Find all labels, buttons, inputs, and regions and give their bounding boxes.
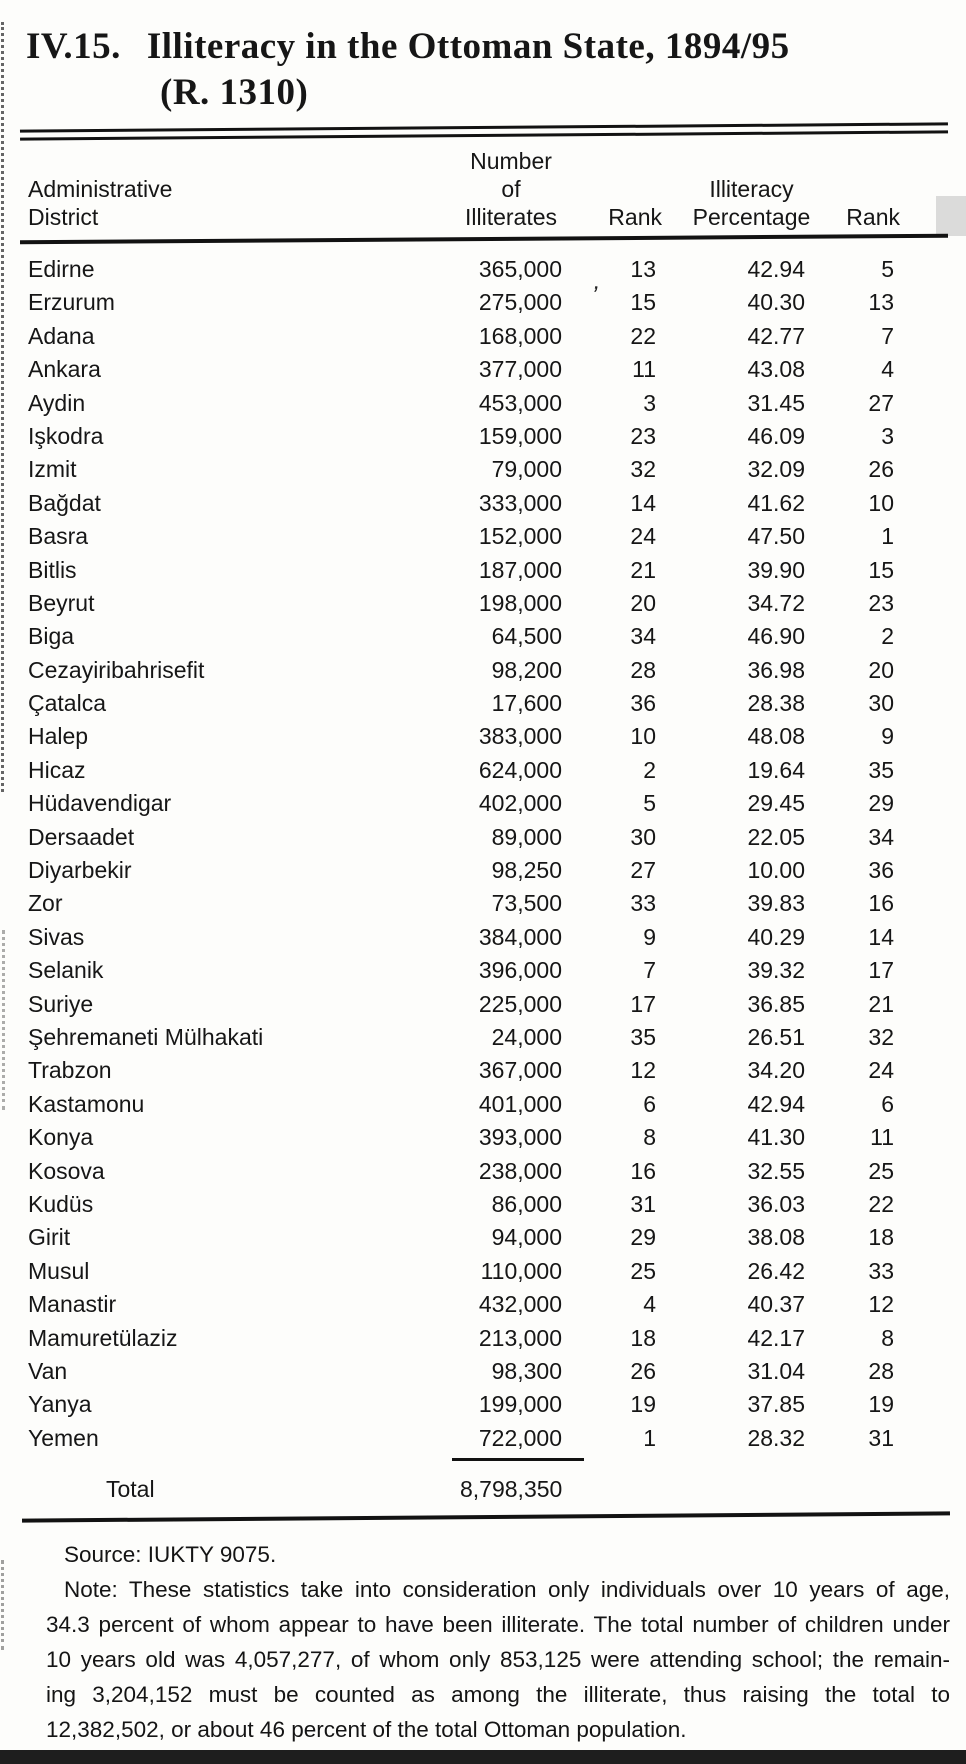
- percentage-cell: 38.08: [747, 1224, 805, 1251]
- table-row: [0, 921, 966, 954]
- illiterates-cell: 225,000: [478, 990, 562, 1017]
- district-cell: Yemen: [28, 1424, 99, 1451]
- percentage-cell: 34.72: [747, 589, 805, 616]
- illiterates-cell: 98,250: [491, 857, 562, 884]
- percentage-cell: 40.29: [747, 923, 805, 950]
- district-cell: Manastir: [28, 1291, 117, 1318]
- percentage-cell: 41.30: [747, 1124, 805, 1151]
- percentage-cell: 26.42: [747, 1257, 805, 1284]
- rank-cell: 7: [643, 957, 656, 984]
- rank-cell: 17: [868, 957, 894, 984]
- note-line: 10 years old was 4,057,277, of whom only 853,125 were attending school; the remain-: [46, 1647, 950, 1673]
- rank-cell: 1: [643, 1424, 656, 1451]
- percentage-cell: 48.08: [747, 723, 805, 750]
- illiterates-cell: 168,000: [478, 322, 562, 349]
- table-row: [0, 554, 966, 587]
- percentage-cell: 19.64: [747, 756, 805, 783]
- rank-cell: 33: [868, 1257, 894, 1284]
- district-cell: Edirne: [28, 256, 95, 282]
- district-cell: Girit: [28, 1224, 71, 1251]
- table-title-line2: (R. 1310): [160, 72, 309, 113]
- rank-cell: 22: [630, 322, 656, 349]
- illiterates-cell: 384,000: [478, 923, 562, 950]
- rank-cell: 10: [630, 723, 656, 750]
- percentage-cell: 43.08: [747, 356, 805, 383]
- district-cell: Erzurum: [28, 289, 115, 316]
- percentage-cell: 41.62: [747, 489, 805, 516]
- table-row: [0, 487, 966, 520]
- rank-cell: 20: [868, 656, 894, 683]
- illiterates-cell: 377,000: [478, 356, 562, 383]
- district-cell: Kosova: [28, 1157, 105, 1184]
- table-row: [0, 821, 966, 854]
- table-row: [0, 754, 966, 787]
- table-row: [0, 1221, 966, 1254]
- rank-cell: 27: [630, 857, 656, 884]
- district-cell: Zor: [28, 890, 63, 917]
- rank-cell: 28: [630, 656, 656, 683]
- total-overline-rule: [452, 1458, 584, 1461]
- rank-cell: 6: [881, 1090, 894, 1117]
- header-divider-rule: [20, 234, 948, 244]
- table-row: [0, 988, 966, 1021]
- rank-cell: 31: [868, 1424, 894, 1451]
- table-row: [0, 720, 966, 753]
- illiterates-cell: 98,200: [491, 656, 562, 683]
- table-row: [0, 420, 966, 453]
- illiterates-cell: 402,000: [478, 790, 562, 817]
- illiterates-cell: 24,000: [491, 1023, 562, 1050]
- district-cell: Işkodra: [28, 422, 104, 449]
- rank-cell: 19: [868, 1391, 894, 1418]
- percentage-cell: 40.30: [747, 289, 805, 316]
- percentage-cell: 39.90: [747, 556, 805, 583]
- rank-cell: 35: [630, 1023, 656, 1050]
- district-cell: Ankara: [28, 356, 101, 383]
- rank-cell: 35: [868, 756, 894, 783]
- district-cell: Van: [28, 1357, 68, 1384]
- percentage-cell: 42.94: [747, 256, 805, 282]
- illiterates-cell: 396,000: [478, 957, 562, 984]
- rank-cell: 13: [868, 289, 894, 316]
- percentage-cell: 26.51: [747, 1023, 805, 1050]
- scan-artifact-left-edge: [2, 930, 5, 1110]
- district-cell: Basra: [28, 523, 89, 550]
- rank-cell: 1: [881, 523, 894, 550]
- percentage-cell: 10.00: [747, 857, 805, 884]
- rank-cell: 3: [881, 422, 894, 449]
- percentage-cell: 28.38: [747, 690, 805, 717]
- rank-cell: 12: [868, 1291, 894, 1318]
- rank-cell: 34: [630, 623, 656, 650]
- column-header-illiterates: Number of Illiterates: [464, 148, 558, 230]
- table-row: [0, 587, 966, 620]
- rank-cell: 18: [868, 1224, 894, 1251]
- district-cell: Şehremaneti Mülhakati: [28, 1023, 264, 1050]
- district-cell: Konya: [28, 1124, 94, 1151]
- district-cell: Selanik: [28, 957, 104, 984]
- illiterates-cell: 110,000: [480, 1257, 562, 1284]
- rank-cell: 19: [630, 1391, 656, 1418]
- rank-cell: 32: [868, 1023, 894, 1050]
- rank-cell: 23: [630, 422, 656, 449]
- table-body: [0, 253, 966, 1455]
- table-header-row: [0, 147, 966, 231]
- column-header-rank1: Rank: [608, 204, 662, 230]
- percentage-cell: 32.55: [747, 1157, 805, 1184]
- table-row: [0, 1388, 966, 1421]
- rank-cell: 11: [870, 1124, 894, 1151]
- rank-cell: 32: [630, 456, 656, 483]
- illiterates-cell: 73,500: [491, 890, 562, 917]
- table-row: [0, 787, 966, 820]
- percentage-cell: 22.05: [747, 823, 805, 850]
- rank-cell: 15: [868, 556, 894, 583]
- note-line: ing 3,204,152 must be counted as among the illiterate, thus raising the total to: [46, 1682, 950, 1708]
- scan-black-bar: [0, 1750, 966, 1764]
- percentage-cell: 40.37: [747, 1291, 805, 1318]
- rank-cell: 26: [868, 456, 894, 483]
- total-row: [0, 1469, 966, 1509]
- percentage-cell: 29.45: [747, 790, 805, 817]
- table-title-line1: [26, 24, 946, 70]
- column-header-district: Administrative District: [28, 176, 173, 230]
- percentage-cell: 46.90: [747, 623, 805, 650]
- percentage-cell: 32.09: [747, 456, 805, 483]
- rank-cell: 23: [868, 589, 894, 616]
- rank-cell: 29: [868, 790, 894, 817]
- table-title-block: [0, 0, 966, 116]
- table-row: [0, 620, 966, 653]
- table-row: [0, 1088, 966, 1121]
- scan-artifact-stray-mark: ,: [591, 267, 604, 296]
- table-row: [0, 320, 966, 353]
- table-row: [0, 1355, 966, 1388]
- rank-cell: 7: [881, 322, 894, 349]
- rank-cell: 16: [868, 890, 894, 917]
- illiterates-cell: 199,000: [478, 1391, 562, 1418]
- district-cell: Biga: [28, 623, 75, 650]
- rank-cell: 6: [643, 1090, 656, 1117]
- district-cell: Bitlis: [28, 556, 77, 583]
- illiterates-cell: 98,300: [491, 1357, 562, 1384]
- district-cell: Çatalca: [28, 690, 106, 717]
- district-cell: Bağdat: [28, 489, 101, 516]
- illiterates-cell: 432,000: [478, 1291, 562, 1318]
- rank-cell: 12: [630, 1057, 656, 1084]
- district-cell: Izmit: [28, 456, 77, 483]
- illiterates-cell: 64,500: [491, 623, 562, 650]
- table-row: [0, 1288, 966, 1321]
- illiterates-cell: 365,000: [478, 256, 562, 282]
- illiterates-cell: 238,000: [478, 1157, 562, 1184]
- district-cell: Cezayiribahrisefit: [28, 656, 205, 683]
- rank-cell: 31: [630, 1190, 656, 1217]
- rank-cell: 30: [630, 823, 656, 850]
- rank-cell: 30: [868, 690, 894, 717]
- percentage-cell: 36.98: [747, 656, 805, 683]
- rank-cell: 24: [630, 523, 656, 550]
- district-cell: Hüdavendigar: [28, 790, 172, 817]
- percentage-cell: 39.83: [747, 890, 805, 917]
- district-cell: Yanya: [28, 1391, 92, 1418]
- rank-cell: 18: [630, 1324, 656, 1351]
- rank-cell: 2: [881, 623, 894, 650]
- table-row: [0, 286, 966, 319]
- district-cell: Suriye: [28, 990, 94, 1017]
- rank-cell: 15: [630, 289, 656, 316]
- rank-cell: 14: [868, 923, 894, 950]
- percentage-cell: 42.94: [747, 1090, 805, 1117]
- rank-cell: 20: [630, 589, 656, 616]
- table-row: [0, 654, 966, 687]
- percentage-cell: 42.77: [747, 322, 805, 349]
- note-line: 34.3 percent of whom appear to have been illiterate. The total number of children under: [46, 1612, 950, 1638]
- illiterates-cell: 187,000: [478, 556, 562, 583]
- column-header-rank2: Rank: [846, 204, 900, 230]
- source-note: Source: IUKTY 9075.: [64, 1542, 277, 1568]
- rank-cell: 10: [868, 489, 894, 516]
- rank-cell: 27: [868, 389, 894, 416]
- percentage-cell: 37.85: [747, 1391, 805, 1418]
- table-row: [0, 1021, 966, 1054]
- scan-artifact-left-edge: [1, 1560, 4, 1650]
- district-cell: Kudüs: [28, 1190, 94, 1217]
- rank-cell: 25: [868, 1157, 894, 1184]
- rank-cell: 24: [868, 1057, 894, 1084]
- total-label: Total: [106, 1476, 155, 1503]
- rank-cell: 11: [632, 356, 656, 383]
- table-row: [0, 1322, 966, 1355]
- footer-block: [0, 1537, 966, 1747]
- illiterates-cell: 79,000: [491, 456, 562, 483]
- illiterates-cell: 453,000: [478, 389, 562, 416]
- table-row: [0, 353, 966, 386]
- rank-cell: 2: [643, 756, 656, 783]
- scan-smudge: [936, 196, 966, 236]
- illiterates-cell: 89,000: [491, 823, 562, 850]
- table-row: [0, 520, 966, 553]
- illiterates-cell: 94,000: [491, 1224, 562, 1251]
- district-cell: Adana: [28, 322, 95, 349]
- table-row: [0, 1255, 966, 1288]
- illiterates-cell: 198,000: [478, 589, 562, 616]
- table-row: [0, 954, 966, 987]
- note-line: Note: These statistics take into consideration only individuals over 10 years of age,: [64, 1577, 950, 1603]
- rank-cell: 28: [868, 1357, 894, 1384]
- district-cell: Kastamonu: [28, 1090, 145, 1117]
- illiterates-cell: 213,000: [478, 1324, 562, 1351]
- rank-cell: 5: [643, 790, 656, 817]
- percentage-cell: 39.32: [747, 957, 805, 984]
- total-value: 8,798,350: [460, 1476, 563, 1503]
- district-cell: Hicaz: [28, 756, 86, 783]
- illiterates-cell: 152,000: [478, 523, 562, 550]
- illiterates-cell: 333,000: [478, 489, 562, 516]
- illiterates-cell: 624,000: [478, 756, 562, 783]
- rank-cell: 16: [630, 1157, 656, 1184]
- table-bottom-rule: [22, 1511, 950, 1522]
- note-line: 12,382,502, or about 46 percent of the total Ottoman population.: [46, 1717, 687, 1743]
- table-row: [0, 387, 966, 420]
- district-cell: Diyarbekir: [28, 857, 132, 884]
- rank-cell: 36: [630, 690, 656, 717]
- rank-cell: 34: [868, 823, 894, 850]
- table-number: IV.15.: [26, 26, 121, 67]
- rank-cell: 9: [881, 723, 894, 750]
- district-cell: Mamuretülaziz: [28, 1324, 178, 1351]
- rank-cell: 5: [881, 256, 894, 282]
- rank-cell: 4: [881, 356, 894, 383]
- rank-cell: 33: [630, 890, 656, 917]
- district-cell: Trabzon: [28, 1057, 112, 1084]
- illiterates-cell: 367,000: [478, 1057, 562, 1084]
- illiterates-cell: 17,600: [491, 690, 562, 717]
- illiterates-cell: 401,000: [478, 1090, 562, 1117]
- illiterates-cell: 86,000: [491, 1190, 562, 1217]
- percentage-cell: 36.85: [747, 990, 805, 1017]
- rank-cell: 26: [630, 1357, 656, 1384]
- rank-cell: 22: [868, 1190, 894, 1217]
- table-row: [0, 687, 966, 720]
- table-row: [0, 1054, 966, 1087]
- table-row: [0, 1121, 966, 1154]
- table-row: [0, 1155, 966, 1188]
- rank-cell: 36: [868, 857, 894, 884]
- illiterates-cell: 159,000: [478, 422, 562, 449]
- district-cell: Halep: [28, 723, 89, 750]
- rank-cell: 25: [630, 1257, 656, 1284]
- percentage-cell: 47.50: [747, 523, 805, 550]
- rank-cell: 29: [630, 1224, 656, 1251]
- rank-cell: 9: [643, 923, 656, 950]
- illiterates-cell: 275,000: [478, 289, 562, 316]
- note-paragraph: [0, 1572, 966, 1747]
- district-cell: Aydin: [28, 389, 86, 416]
- scan-artifact-left-edge: [1, 22, 4, 792]
- percentage-cell: 34.20: [747, 1057, 805, 1084]
- district-cell: Beyrut: [28, 589, 95, 616]
- table-row: [0, 1188, 966, 1221]
- rank-cell: 4: [643, 1291, 656, 1318]
- table-row: [0, 854, 966, 887]
- percentage-cell: 28.32: [747, 1424, 805, 1451]
- percentage-cell: 36.03: [747, 1190, 805, 1217]
- column-header-percentage: Illiteracy Percentage: [692, 176, 811, 230]
- rank-cell: 14: [630, 489, 656, 516]
- percentage-cell: 46.09: [747, 422, 805, 449]
- rank-cell: 8: [881, 1324, 894, 1351]
- illiterates-cell: 383,000: [478, 723, 562, 750]
- rank-cell: 17: [630, 990, 656, 1017]
- page-title: Illiteracy in the Ottoman State, 1894/95: [146, 26, 790, 67]
- district-cell: Dersaadet: [28, 823, 135, 850]
- rank-cell: 13: [630, 256, 656, 282]
- illiterates-cell: 722,000: [478, 1424, 562, 1451]
- rank-cell: 8: [643, 1124, 656, 1151]
- percentage-cell: 31.04: [747, 1357, 805, 1384]
- district-cell: Sivas: [28, 923, 85, 950]
- rank-cell: 21: [630, 556, 656, 583]
- table-row: [0, 453, 966, 486]
- percentage-cell: 31.45: [747, 389, 805, 416]
- table-row: [0, 887, 966, 920]
- divider-double-rule: [20, 122, 948, 140]
- table-row: [0, 1422, 966, 1455]
- district-cell: Musul: [28, 1257, 90, 1284]
- illiterates-cell: 393,000: [478, 1124, 562, 1151]
- rank-cell: 3: [643, 389, 656, 416]
- percentage-cell: 42.17: [747, 1324, 805, 1351]
- rank-cell: 21: [868, 990, 894, 1017]
- table-row: [0, 253, 966, 286]
